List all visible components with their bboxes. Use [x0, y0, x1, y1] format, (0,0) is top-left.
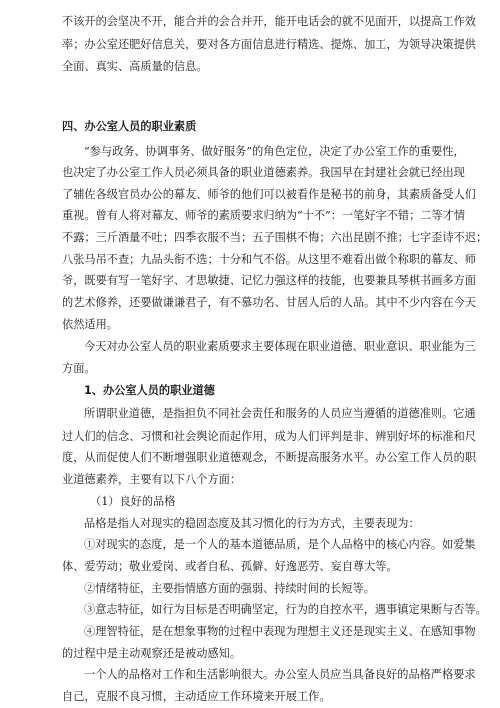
- paragraph-line: 的过程中是主动观察还是被动感知。: [62, 646, 242, 660]
- list-item: ①对现实的态度，是一个人的基本道德品质，是个人品格中的核心内容。如爱集: [84, 538, 476, 552]
- paragraph-line: 业道德素养，主要有以下八个方面：: [62, 473, 242, 487]
- list-item: ④理智特征，是在想象事物的过程中表现为理想主义还是现实主义、在感知事物: [84, 624, 476, 638]
- paragraph-line: 过人们的信念、习惯和社会舆论而起作用，成为人们评判是非、辨别好坏的标准和尺: [62, 429, 476, 443]
- paragraph-line: 了辅佐各级官员办公的幕友、师爷的他们可以被看作是秘书的前身，其素质备受人们: [62, 187, 476, 201]
- paragraph-line: 度，从而促使人们不断增强职业道德观念，不断提高服务水平。办公室工作人员的职: [62, 451, 476, 465]
- paragraph-line: 一个人的品格对工作和生活影响很大。办公室人员应当具备良好的品格严格要求: [84, 668, 476, 682]
- paragraph-line: 方面。: [62, 361, 96, 375]
- paragraph-line: 依然适用。: [62, 317, 118, 331]
- list-item: ③意志特征，如行为目标是否明确坚定，行为的自控水平，遇事镇定果断与否等。: [84, 603, 487, 617]
- section-heading: 四、办公室人员的职业素质: [62, 119, 197, 133]
- paragraph-line: 重视。曾有人将对幕友、师爷的素质要求归纳为“十不”：一笔好字不错；二等才情: [62, 209, 466, 223]
- paragraph-line: 不该开的会坚决不开，能合并的会合并开，能开电话会的就不见面开，以提高工作效: [62, 15, 476, 28]
- paragraph-line: 品格是指人对现实的稳固态度及其习惯化的行为方式，主要表现为：: [84, 516, 420, 530]
- paragraph-line: 不露；三斤酒量不吐；四季衣服不当；五子围棋不悔；六出昆剧不推；七字歪诗不迟；: [62, 230, 488, 244]
- paragraph-line: 今天对办公室人员的职业素质要求主要体现在职业道德、职业意识、职业能为三: [84, 340, 476, 354]
- paragraph-line: 也决定了办公室工作人员必须具备的职业道德素养。我国早在封建社会就已经出现: [62, 165, 465, 179]
- paragraph-line: 自己，克服不良习惯，主动适应工作环境来开展工作。: [62, 690, 331, 703]
- paragraph-line: 爷，既要有写一笔好字、才思敏捷、记忆力强这样的技能，也要兼具琴棋书画多方面: [62, 274, 476, 288]
- paragraph-line: 八张马吊不查；九品头衔不选；十分和气不俗。从这里不难看出做个称职的幕友、师: [62, 252, 476, 266]
- paragraph-line: 的艺术修养，还要做谦谦君子，有不慕功名、甘居人后的人品。其中不少内容在今天: [62, 295, 476, 309]
- paragraph-line: 率；办公室还肥好信息关，要对各方面信息进行精选、提炼、加工，为领导决策提供: [62, 37, 476, 51]
- subsection-heading: 1、办公室人员的职业道德: [84, 383, 215, 397]
- paragraph-line: “参与政务、协调事务、做好服务”的角色定位，决定了办公室工作的重要性，: [84, 145, 465, 159]
- item-heading: （1）良好的品格: [90, 494, 176, 508]
- paragraph-line: 所谓职业道德，是指担负不同社会责任和服务的人员应当遵循的道德准则。它通: [84, 407, 476, 421]
- paragraph-line: 全面、真实、高质量的信息。: [62, 60, 208, 74]
- paragraph-line: 体、爱劳动；敬业爱岗、或者自私、孤僻、好逸恶劳、妄自尊大等。: [62, 559, 398, 573]
- list-item: ②情绪特征，主要指情感方面的强弱、持续时间的长短等。: [84, 581, 375, 595]
